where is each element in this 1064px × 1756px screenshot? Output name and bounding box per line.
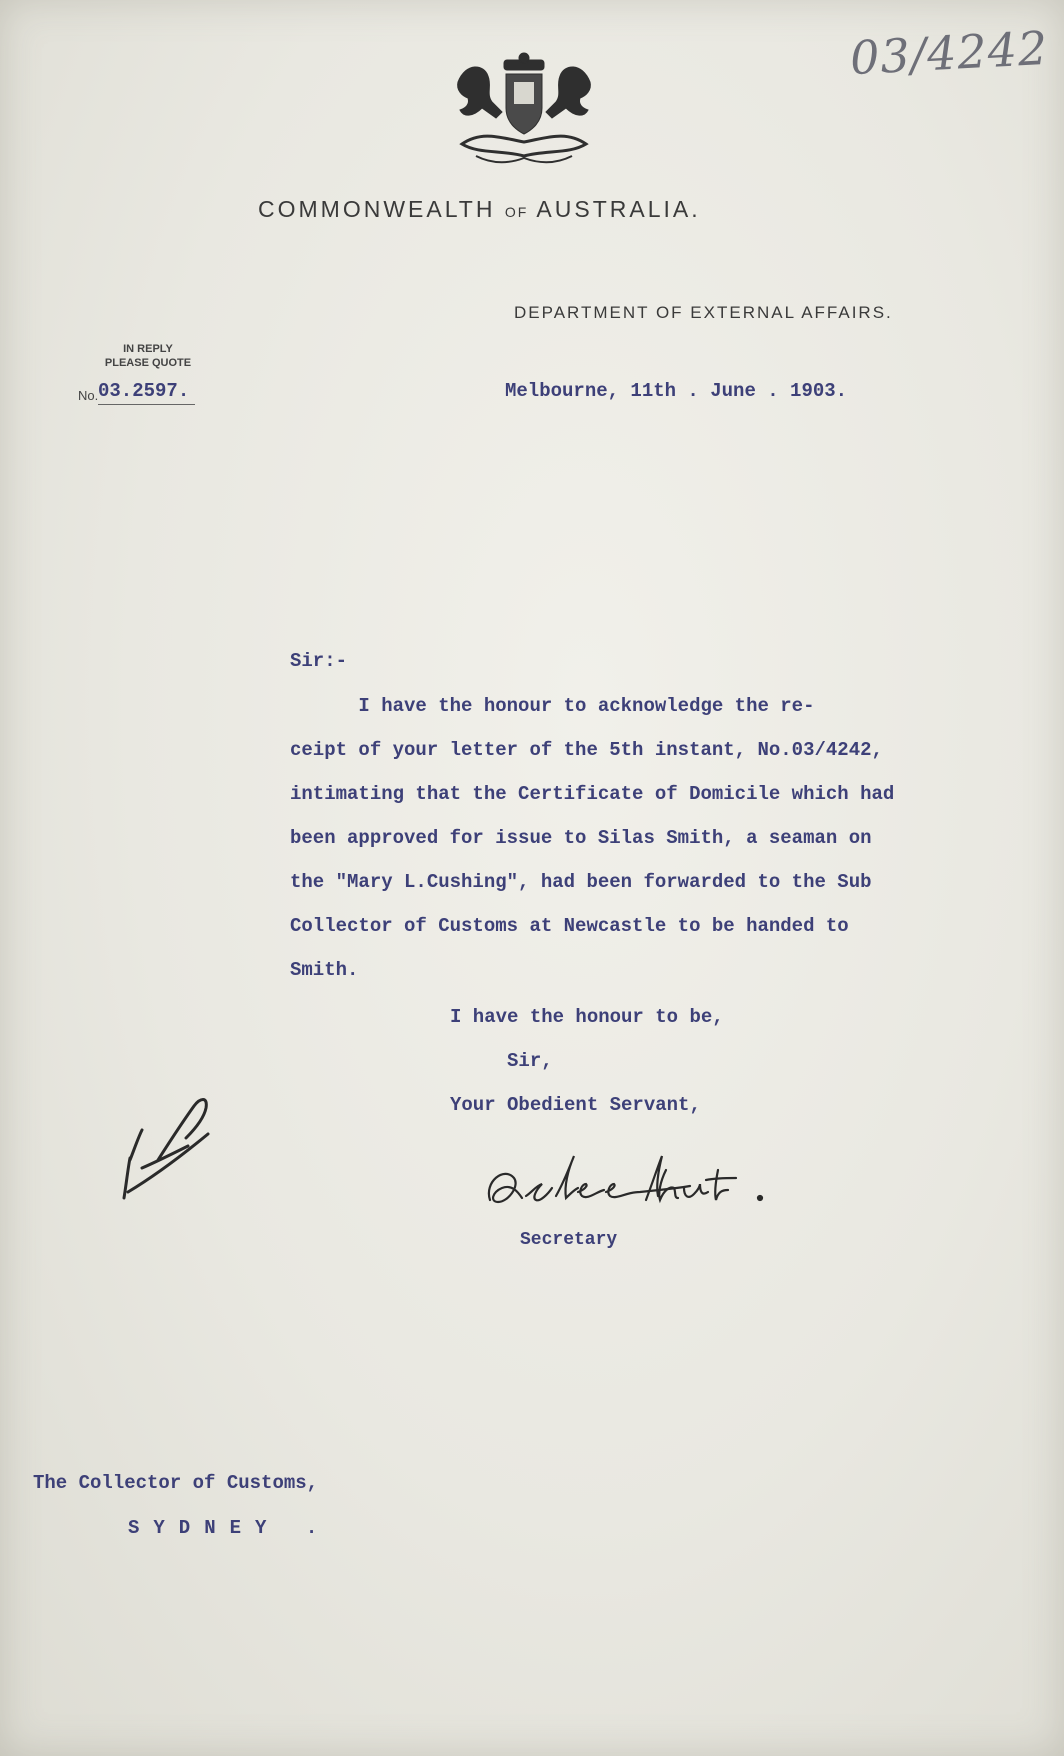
letterhead-australia: AUSTRALIA. <box>536 196 701 222</box>
body-line: I have the honour to acknowledge the re- <box>290 695 815 717</box>
signatory-title: Secretary <box>520 1230 618 1250</box>
addressee-title: The Collector of Customs, <box>33 1472 319 1494</box>
closing-line: Your Obedient Servant, <box>450 1094 701 1116</box>
closing-line: Sir, <box>450 1050 553 1072</box>
letterhead-title <box>258 196 701 223</box>
department-name: DEPARTMENT OF EXTERNAL AFFAIRS. <box>514 303 893 322</box>
letterhead-of: OF <box>504 204 529 220</box>
body-line: ceipt of your letter of the 5th instant, No.03/4242, <box>290 739 883 761</box>
reply-number-prefix: No. <box>78 388 99 403</box>
reply-label-line1: IN REPLY <box>123 343 173 355</box>
letterhead-commonwealth: COMMONWEALTH <box>258 196 496 222</box>
salutation: Sir:- <box>290 650 348 672</box>
reply-label <box>88 342 208 370</box>
addressee-city: SYDNEY . <box>128 1517 332 1539</box>
body-line: Collector of Customs at Newcastle to be handed to <box>290 915 849 937</box>
handwritten-initials-mark <box>118 1080 228 1200</box>
body-line: been approved for issue to Silas Smith, a seaman on <box>290 827 872 849</box>
body-line: Smith. <box>290 959 359 981</box>
coat-of-arms-icon <box>448 52 600 168</box>
dateline: Melbourne, 11th . June . 1903. <box>505 380 848 402</box>
handwritten-signature <box>470 1140 870 1230</box>
reply-label-line2: PLEASE QUOTE <box>104 357 192 369</box>
handwritten-file-reference: 03/4242 <box>848 20 1050 86</box>
closing-line: I have the honour to be, <box>450 1006 724 1028</box>
body-line: intimating that the Certificate of Domicile which had <box>290 783 895 805</box>
body-line: the "Mary L.Cushing", had been forwarded to the Sub <box>290 871 872 893</box>
reply-number: 03.2597. <box>98 380 195 405</box>
